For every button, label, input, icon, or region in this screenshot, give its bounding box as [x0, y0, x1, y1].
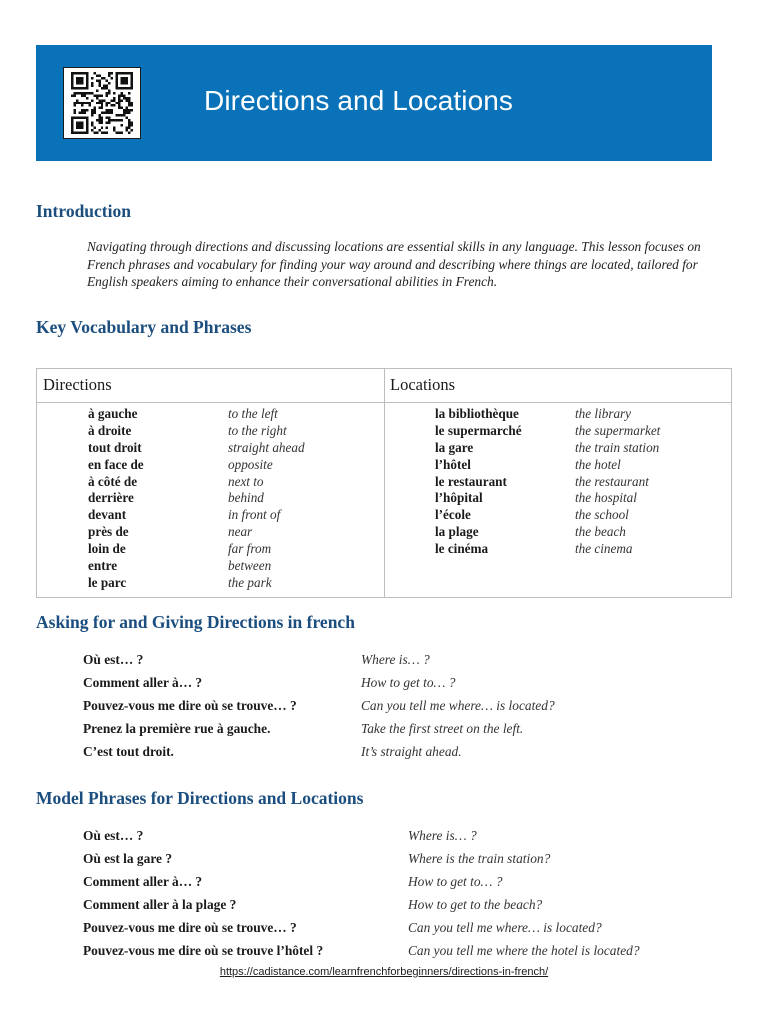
english-phrase: Can you tell me where… is located?: [408, 920, 602, 935]
english-translation: the library: [575, 406, 632, 421]
french-term: à droite: [88, 422, 132, 438]
english-translation: to the left: [228, 406, 278, 421]
french-phrase: Pouvez-vous me dire où se trouve… ?: [83, 698, 297, 713]
french-term: entre: [88, 558, 118, 574]
english-translation: the park: [228, 574, 272, 590]
english-phrase: Where is the train station?: [408, 851, 551, 866]
french-term: le parc: [88, 574, 127, 590]
french-phrase: Où est la gare ?: [83, 851, 173, 866]
french-phrase: Comment aller à… ?: [83, 874, 203, 889]
source-link[interactable]: https://cadistance.com/learnfrenchforbeginners/directions-in-french/: [219, 966, 549, 978]
header-banner: [36, 45, 712, 161]
french-term: devant: [88, 507, 127, 523]
french-term: le cinéma: [435, 541, 489, 557]
french-term: la plage: [435, 524, 479, 540]
french-term: l’hôtel: [435, 456, 471, 472]
english-translation: the hotel: [575, 456, 621, 472]
english-translation: next to: [228, 473, 264, 489]
intro-paragraph: Navigating through directions and discussing locations are essential skills in any language. This lesson focuses on French phrases and vocabulary for finding your way around and describing where things are located, tailored for English speakers aiming to enhance their conversational abilities in French.: [87, 239, 701, 289]
english-phrase: Where is… ?: [361, 652, 430, 667]
directions-column-header: Directions: [43, 375, 112, 394]
vocabulary-table: [36, 368, 732, 598]
section-heading-asking: Asking for and Giving Directions in french: [36, 612, 355, 632]
french-term: tout droit: [88, 439, 142, 455]
english-translation: to the right: [228, 422, 287, 438]
page-title: Directions and Locations: [204, 85, 514, 116]
qr-code-icon: [63, 67, 141, 139]
french-phrase: Où est… ?: [83, 652, 144, 667]
english-phrase: Can you tell me where the hotel is located?: [408, 943, 640, 958]
french-phrase: C’est tout droit.: [83, 744, 174, 759]
english-phrase: Can you tell me where… is located?: [361, 698, 555, 713]
section-heading-introduction: Introduction: [36, 201, 131, 221]
french-term: près de: [88, 524, 129, 540]
english-phrase: How to get to the beach?: [408, 897, 543, 912]
french-term: l’école: [435, 507, 471, 523]
english-phrase: How to get to… ?: [408, 874, 503, 889]
french-phrase: Comment aller à… ?: [83, 675, 203, 690]
french-term: le supermarché: [435, 422, 522, 438]
french-term: loin de: [88, 541, 126, 557]
english-phrase: Where is… ?: [408, 828, 477, 843]
french-phrase: Pouvez-vous me dire où se trouve l’hôtel ?: [83, 943, 324, 958]
english-phrase: It’s straight ahead.: [361, 744, 462, 759]
french-term: l’hôpital: [435, 490, 483, 506]
section-heading-vocabulary: Key Vocabulary and Phrases: [36, 317, 252, 337]
french-phrase: Comment aller à la plage ?: [83, 897, 237, 912]
french-term: le restaurant: [435, 473, 507, 489]
english-translation: the cinema: [575, 541, 633, 557]
locations-column-header: Locations: [390, 375, 456, 394]
section-heading-model: Model Phrases for Directions and Locations: [36, 788, 364, 808]
english-translation: far from: [228, 541, 272, 557]
french-term: à gauche: [88, 406, 138, 421]
english-translation: the school: [575, 507, 629, 523]
english-translation: the hospital: [575, 490, 637, 506]
english-translation: the train station: [575, 439, 660, 455]
english-translation: the restaurant: [575, 473, 649, 489]
english-translation: behind: [228, 490, 264, 506]
french-phrase: Prenez la première rue à gauche.: [83, 721, 271, 736]
french-term: derrière: [88, 490, 134, 506]
english-phrase: Take the first street on the left.: [361, 721, 524, 736]
french-term: en face de: [88, 456, 144, 472]
french-phrase: Où est… ?: [83, 828, 144, 843]
table-column-divider: [384, 369, 385, 597]
english-translation: in front of: [228, 507, 281, 523]
french-term: la gare: [435, 439, 474, 455]
french-term: à côté de: [88, 473, 138, 489]
english-phrase: How to get to… ?: [361, 675, 456, 690]
english-translation: the beach: [575, 524, 626, 540]
english-translation: opposite: [228, 456, 273, 472]
english-translation: near: [228, 524, 253, 540]
french-term: la bibliothèque: [435, 406, 519, 421]
english-translation: straight ahead: [228, 439, 305, 455]
french-phrase: Pouvez-vous me dire où se trouve… ?: [83, 920, 297, 935]
english-translation: between: [228, 558, 272, 574]
english-translation: the supermarket: [575, 422, 661, 438]
